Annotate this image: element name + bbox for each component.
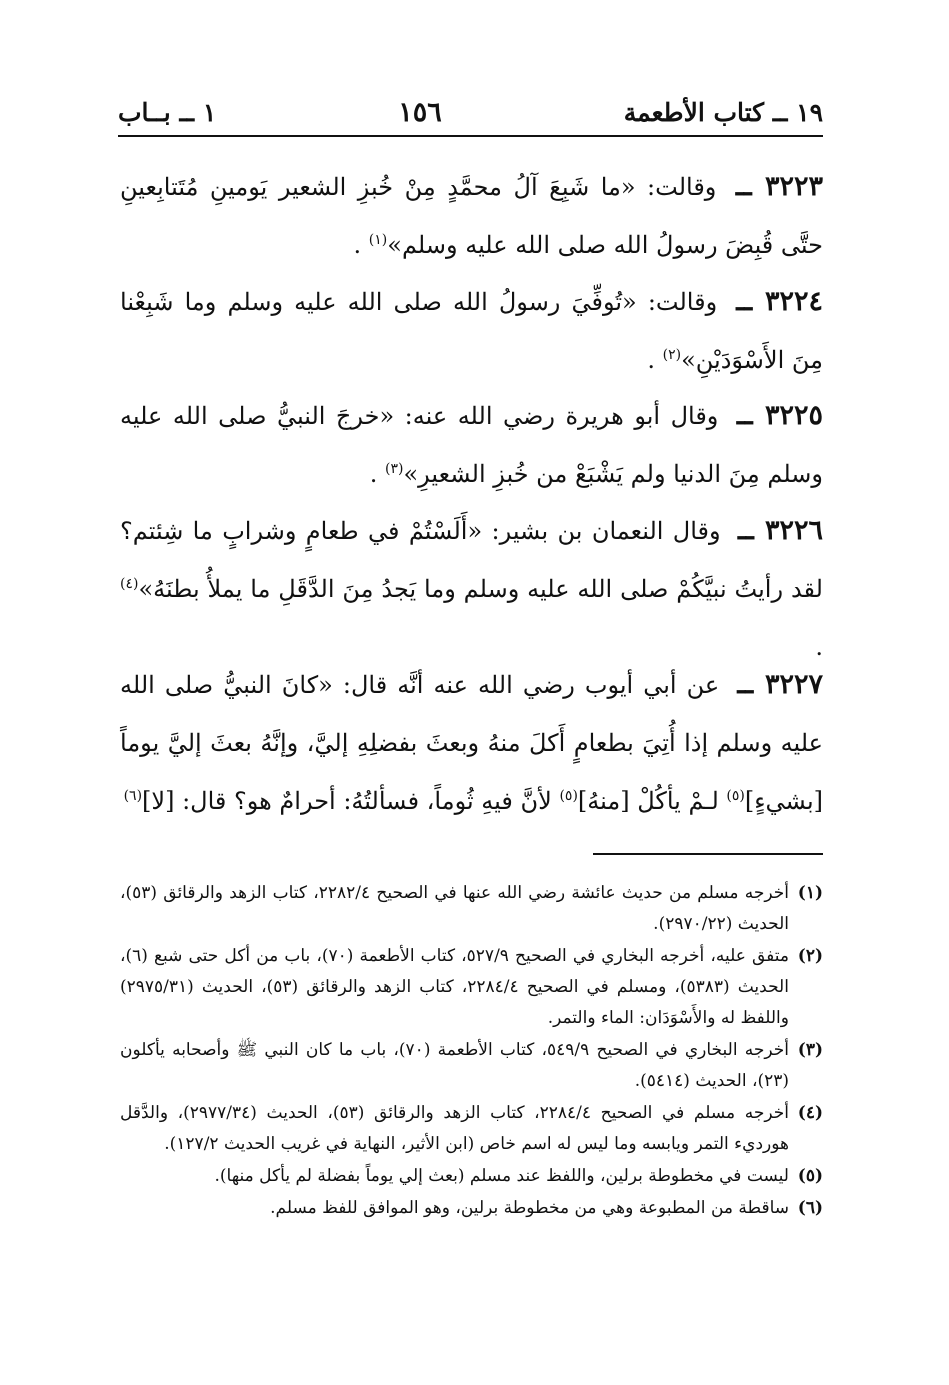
footnote-ref: (١) [368, 232, 388, 248]
hadith-3226 [120, 502, 823, 676]
section-title: ١ ــ بــاب [118, 97, 217, 127]
hadith-end: . [815, 633, 823, 661]
footnote-text: ليست في مخطوطة برلين، واللفظ عند مسلم (بعث إلي يوماً بفضلة لم يأكل منها). [214, 1166, 789, 1186]
hadith-3223 [120, 158, 823, 274]
hadith-number: ٣٢٢٤ ــ [736, 286, 823, 317]
footnote-text: أخرجه مسلم من حديث عائشة رضي الله عنها في الصحيح ٢٢٨٢/٤، كتاب الزهد والرقائق (٥٣)، الحديث (٢٩٧٠/٢٢). [120, 883, 789, 934]
hadith-3225 [120, 387, 823, 503]
hadith-number: ٣٢٢٥ ــ [736, 400, 823, 431]
footnote-ref: (٦) [123, 788, 143, 804]
hadith-end: . [353, 231, 362, 259]
footnote-number: (٢) [797, 946, 823, 966]
footnote-number: (٦) [797, 1198, 823, 1218]
footnote-3 [120, 1035, 823, 1097]
footnote-number: (١) [797, 883, 823, 903]
footnote-5 [120, 1161, 823, 1192]
hadith-text: وقالت: «ما شَبِعَ آلُ محمَّدٍ مِنْ خُبزِ الشعير يَومينِ مُتَتابِعينِ حتَّى قُبِضَ رسولُ الله صلى الله عليه وسلم» [120, 173, 823, 259]
hadith-text: وقالت: «تُوفِّيَ رسولُ الله صلى الله عليه وسلم وما شَبِعْنا مِنَ الأَسْوَدَيْنِ» [120, 288, 823, 374]
footnote-text: متفق عليه، أخرجه البخاري في الصحيح ٥٢٧/٩، كتاب الأطعمة (٧٠)، باب من أكل حتى شبع (٦)، الحديث (٥٣٨٣)، ومسلم في الصحيح ٢٢٨٤/٤، كتاب الزهد والرقائق (٥٣)، الحديث (٢٩٧٥/٣١) واللفظ له والأَسْوَدَان: الماء والتمر. [120, 946, 789, 1028]
footnote-text: أخرجه البخاري في الصحيح ٥٤٩/٩، كتاب الأطعمة (٧٠)، باب ما كان النبي ﷺ وأصحابه يأكلون (٢٣)، الحديث (٥٤١٤). [120, 1040, 789, 1091]
footnote-2 [120, 941, 823, 1034]
hadith-text: وقال النعمان بن بشير: «أَلَسْتُمْ في طعامٍ وشرابٍ ما شِئتم؟ لقد رأيتُ نبيَّكُمْ صلى الله عليه وسلم وما يَجدُ مِنَ الدَّقَلِ ما يملأُ بطنَهُ» [120, 517, 823, 603]
footnote-text: أخرجه مسلم في الصحيح ٢٢٨٤/٤، كتاب الزهد والرقائق (٥٣)، الحديث (٢٩٧٧/٣٤)، والدَّقل هورديء التمر ويابسه وما ليس له اسم خاص (ابن الأثير، النهاية في غريب الحديث ١٢٧/٢). [120, 1103, 789, 1154]
footnotes [120, 878, 823, 1225]
hadith-number: ٣٢٢٣ ــ [735, 171, 823, 202]
hadith-number: ٣٢٢٧ ــ [737, 669, 823, 700]
footnote-1 [120, 878, 823, 940]
chapter-title: ١٩ ــ كتاب الأطعمة [623, 97, 823, 127]
footnote-text: ساقطة من المطبوعة وهي من مخطوطة برلين، وهو الموافق للفظ مسلم. [270, 1198, 789, 1218]
footnote-6 [120, 1193, 823, 1224]
hadith-text-cont: لـمْ يأكُلْ [منهُ] [577, 787, 727, 815]
footnote-ref: (٥) [559, 788, 578, 804]
hadith-end: . [369, 460, 378, 488]
hadith-number: ٣٢٢٦ ــ [738, 515, 823, 546]
footnote-ref: (٥) [726, 788, 745, 804]
hadith-text-cont: لأنَّ فيهِ ثُوماً، فسألتُهُ: أحرامٌ هو؟ قال: [لا] [142, 787, 560, 815]
hadith-text: وقال أبو هريرة رضي الله عنه: «خرجَ النبيُّ صلى الله عليه وسلم مِنَ الدنيا ولم يَشْبَعْ من خُبزِ الشعيرِ» [120, 402, 823, 488]
hadith-3227 [120, 656, 823, 830]
footnote-rule [593, 853, 823, 855]
footnote-number: (٣) [797, 1040, 823, 1060]
hadith-text: عن أبي أيوب رضي الله عنه أنَّه قال: «كانَ النبيُّ صلى الله عليه وسلم إذا أُتِيَ بطعامٍ أَكلَ منهُ وبعثَ بفضلِهِ إليَّ، وإنَّهُ بعثَ إليَّ يوماً [بشيءٍ] [120, 671, 823, 815]
footnote-number: (٥) [797, 1166, 823, 1186]
footnote-ref: (٤) [120, 576, 139, 592]
page-number: ١٥٦ [398, 96, 442, 128]
header-rule [118, 135, 823, 137]
hadith-end: . [647, 346, 655, 374]
running-header [118, 92, 823, 132]
footnote-4 [120, 1098, 823, 1160]
footnote-ref: (٣) [385, 461, 404, 477]
hadith-3224 [120, 273, 823, 389]
footnote-number: (٤) [797, 1103, 823, 1123]
footnote-ref: (٢) [662, 347, 682, 363]
